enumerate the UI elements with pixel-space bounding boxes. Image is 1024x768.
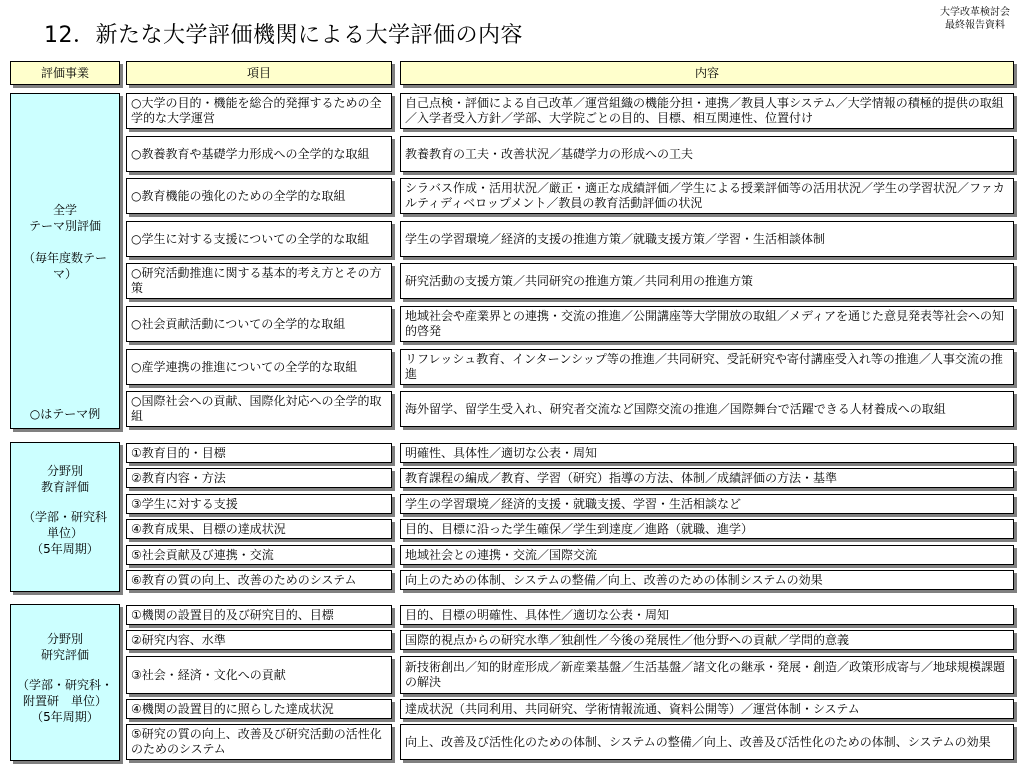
section2-label4: （5年周期） (31, 542, 99, 556)
header-item: 項目 (126, 61, 392, 85)
table-row-item: ②研究内容、水準 (126, 630, 392, 650)
table-row-content: 学生の学習環境／経済的支援の推進方策／就職支援方策／学習・生活相談体制 (400, 221, 1014, 257)
table-row-item: ⑤研究の質の向上、改善及び研究活動の活性化のためのシステム (126, 724, 392, 760)
section3-label4: （5年周期） (31, 710, 99, 724)
table-row-item: ○産学連携の推進についての全学的な取組 (126, 349, 392, 385)
section1-label1: 全学 (52, 203, 77, 217)
table-row-item: ⑥教育の質の向上、改善のためのシステム (126, 570, 392, 590)
source-note-line2: 最終報告資料 (945, 20, 1005, 31)
table-row-content: 国際的視点からの研究水準／独創性／今後の発展性／他分野への貢献／学問的意義 (400, 630, 1014, 650)
section-theme-evaluation-label (10, 93, 120, 429)
table-row-content: 達成状況（共同利用、共同研究、学術情報流通、資料公開等）／運営体制・システム (400, 699, 1014, 719)
table-row-content: 向上のための体制、システムの整備／向上、改善のための体制システムの効果 (400, 570, 1014, 590)
section2-label2: 教育評価 (40, 480, 89, 494)
table-row-item: ○教育機能の強化のための全学的な取組 (126, 178, 392, 214)
table-row-content: 明確性、具体性／適切な公表・周知 (400, 443, 1014, 463)
table-row-content: 地域社会や産業界との連携・交流の推進／公開講座等大学開放の取組／メディアを通じた意見発表等社会への知的啓発 (400, 306, 1014, 342)
table-row-content: 研究活動の支援方策／共同研究の推進方策／共同利用の推進方策 (400, 263, 1014, 299)
table-row-item: ①機関の設置目的及び研究目的、目標 (126, 605, 392, 625)
table-row-item: ○社会貢献活動についての全学的な取組 (126, 306, 392, 342)
table-row-item: ⑤社会貢献及び連携・交流 (126, 545, 392, 565)
table-row-content: 教養教育の工夫・改善状況／基礎学力の形成への工夫 (400, 136, 1014, 172)
table-row-item: ②教育内容・方法 (126, 468, 392, 488)
section3-label3: （学部・研究科・附置研 単位） (17, 678, 114, 708)
header-evaluation-type: 評価事業 (10, 61, 120, 85)
table-row-item: ③社会・経済・文化への貢献 (126, 656, 392, 694)
section-education-evaluation-label (10, 442, 120, 592)
table-row-item: ④教育成果、目標の達成状況 (126, 519, 392, 539)
table-row-content: シラバス作成・活用状況／厳正・適正な成績評価／学生による授業評価等の活用状況／学生の学習状況／ファカルティディベロップメント／教員の教育活動評価の状況 (400, 178, 1014, 214)
section-research-evaluation-label (10, 604, 120, 761)
table-row-item: ○大学の目的・機能を総合的発揮するための全学的な大学運営 (126, 93, 392, 129)
table-row-content: 目的、目標の明確性、具体性／適切な公表・周知 (400, 605, 1014, 625)
table-row-content: 自己点検・評価による自己改革／運営組織の機能分担・連携／教員人事システム／大学情報の積極的提供の取組／入学者受入方針／学部、大学院ごとの目的、目標、相互関連性、位置付け (400, 93, 1014, 129)
table-row-content: 教育課程の編成／教育、学習（研究）指導の方法、体制／成績評価の方法・基準 (400, 468, 1014, 488)
table-row-item: ①教育目的・目標 (126, 443, 392, 463)
section3-label1: 分野別 (46, 632, 83, 646)
source-note-line1: 大学改革検討会 (940, 7, 1010, 18)
header-content: 内容 (400, 61, 1014, 85)
table-row-item: ④機関の設置目的に照らした達成状況 (126, 699, 392, 719)
source-note (940, 6, 1010, 32)
table-row-item: ○学生に対する支援についての全学的な取組 (126, 221, 392, 257)
section1-note: ○はテーマ例 (29, 407, 101, 421)
section2-label3: （学部・研究科単位） (22, 510, 107, 540)
section2-label1: 分野別 (46, 464, 83, 478)
table-row-content: 目的、目標に沿った学生確保／学生到達度／進路（就職、進学） (400, 519, 1014, 539)
table-row-item: ○教養教育や基礎学力形成への全学的な取組 (126, 136, 392, 172)
table-row-content: 地域社会との連携・交流／国際交流 (400, 545, 1014, 565)
table-row-item: ③学生に対する支援 (126, 494, 392, 514)
section1-label3: （毎年度数テーマ） (22, 251, 107, 281)
table-row-item: ○国際社会への貢献、国際化対応への全学的取組 (126, 391, 392, 427)
table-row-content: 新技術創出／知的財産形成／新産業基盤／生活基盤／諸文化の継承・発展・創造／政策形成寄与／地球規模課題の解決 (400, 656, 1014, 694)
table-row-content: 学生の学習環境／経済的支援・就職支援、学習・生活相談など (400, 494, 1014, 514)
section3-label2: 研究評価 (40, 648, 89, 662)
table-row-content: リフレッシュ教育、インターンシップ等の推進／共同研究、受託研究や寄付講座受入れ等の推進／人事交流の推進 (400, 349, 1014, 385)
page-title: 12．新たな大学評価機関による大学評価の内容 (44, 23, 523, 48)
table-row-content: 向上、改善及び活性化のための体制、システムの整備／向上、改善及び活性化のための体制、システムの効果 (400, 724, 1014, 760)
table-row-item: ○研究活動推進に関する基本的考え方とその方策 (126, 263, 392, 299)
table-row-content: 海外留学、留学生受入れ、研究者交流など国際交流の推進／国際舞台で活躍できる人材養成への取組 (400, 391, 1014, 427)
section1-label2: テーマ別評価 (28, 219, 101, 233)
